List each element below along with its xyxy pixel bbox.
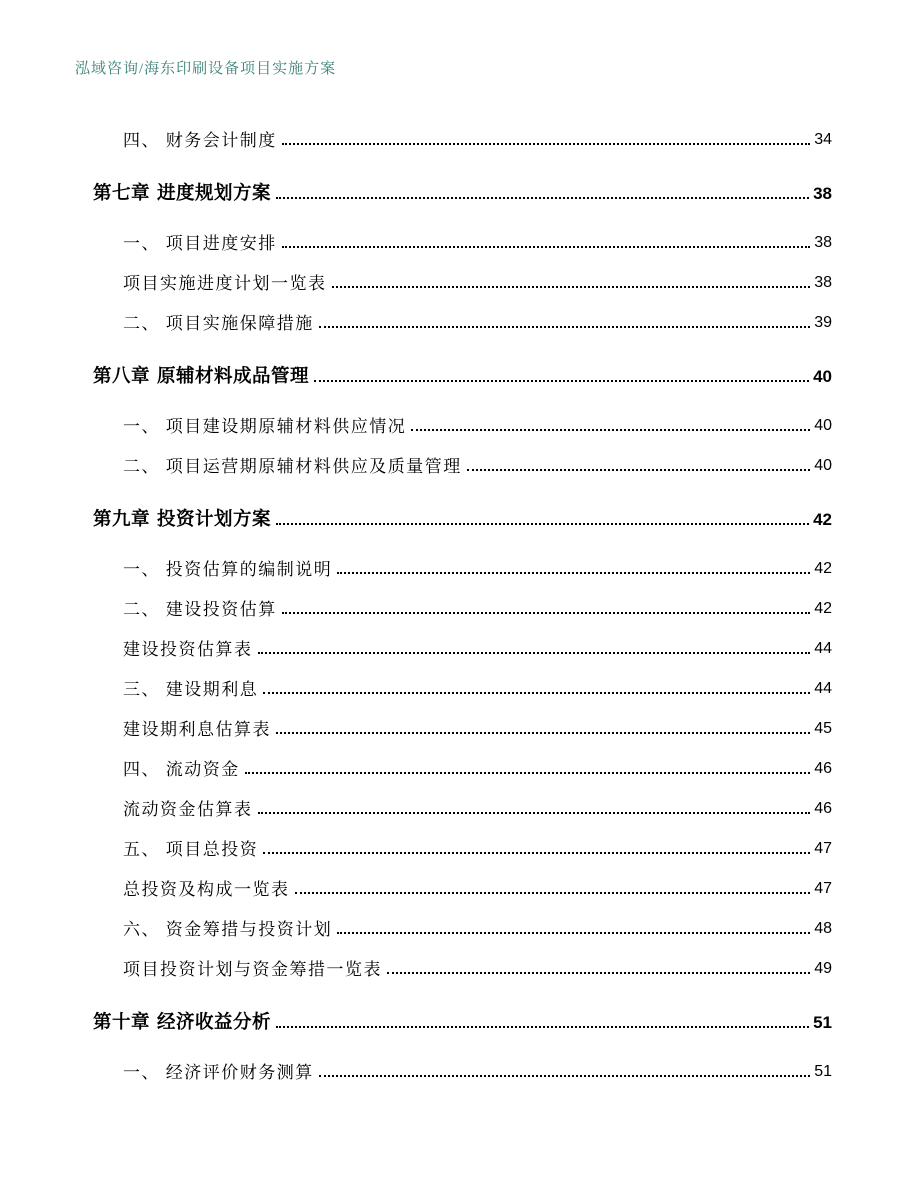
toc-entry-sub[interactable] <box>93 221 832 261</box>
toc-entry-chapter[interactable] <box>93 1001 832 1041</box>
toc-entry-sub[interactable] <box>93 301 832 341</box>
dot-leader <box>282 246 810 248</box>
toc-entry-page-number: 34 <box>814 131 832 148</box>
dot-leader <box>467 469 810 471</box>
toc-entry-page-number: 51 <box>814 1063 832 1080</box>
dot-leader <box>337 572 810 574</box>
dot-leader <box>276 197 809 199</box>
toc-entry-chapter[interactable] <box>93 172 832 212</box>
toc-entry-page-number: 40 <box>813 367 832 386</box>
toc-entry-label: 总投资及构成一览表 <box>123 879 290 899</box>
toc-entry-label: 一、 投资估算的编制说明 <box>123 559 333 579</box>
toc-entry-label: 流动资金估算表 <box>123 799 253 819</box>
toc-entry-label: 项目投资计划与资金筹措一览表 <box>123 959 382 979</box>
toc-entry-sub[interactable] <box>93 827 832 867</box>
toc-entry-chapter[interactable] <box>93 355 832 395</box>
toc-entry-sub[interactable] <box>93 261 832 301</box>
toc-entry-label: 二、 项目实施保障措施 <box>123 313 314 333</box>
dot-leader <box>276 523 809 525</box>
toc-entry-page-number: 42 <box>814 560 832 577</box>
toc-entry-page-number: 38 <box>813 184 832 203</box>
toc-entry-label: 四、 财务会计制度 <box>123 130 277 150</box>
toc-entry-page-number: 51 <box>813 1013 832 1032</box>
toc-entry-sub[interactable] <box>93 547 832 587</box>
toc-entry-sub[interactable] <box>93 444 832 484</box>
dot-leader <box>295 892 811 894</box>
toc-entry-label: 三、 建设期利息 <box>123 679 259 699</box>
toc-entry-page-number: 47 <box>814 840 832 857</box>
dot-leader <box>282 143 810 145</box>
dot-leader <box>387 972 810 974</box>
toc-entry-page-number: 38 <box>814 234 832 251</box>
toc-entry-sub[interactable] <box>93 118 832 158</box>
toc-entry-page-number: 48 <box>814 920 832 937</box>
toc-entry-page-number: 46 <box>814 800 832 817</box>
toc-entry-label: 五、 项目总投资 <box>123 839 259 859</box>
dot-leader <box>245 772 810 774</box>
toc-entry-label: 项目实施进度计划一览表 <box>123 273 327 293</box>
toc-entry-label: 第九章 投资计划方案 <box>93 509 271 530</box>
toc-entry-label: 一、 项目进度安排 <box>123 233 277 253</box>
toc-entry-sub[interactable] <box>93 907 832 947</box>
document-header: 泓域咨询/海东印刷设备项目实施方案 <box>75 61 337 77</box>
toc-entry-label: 六、 资金筹措与投资计划 <box>123 919 333 939</box>
toc-entry-label: 二、 建设投资估算 <box>123 599 277 619</box>
toc-entry-page-number: 49 <box>814 960 832 977</box>
toc-entry-page-number: 46 <box>814 760 832 777</box>
toc-entry-sub[interactable] <box>93 947 832 987</box>
toc-entry-chapter[interactable] <box>93 498 832 538</box>
dot-leader <box>314 380 809 382</box>
toc-entry-label: 建设期利息估算表 <box>123 719 271 739</box>
dot-leader <box>319 1075 810 1077</box>
dot-leader <box>263 852 810 854</box>
toc-entry-sub[interactable] <box>93 587 832 627</box>
toc-entry-label: 二、 项目运营期原辅材料供应及质量管理 <box>123 456 462 476</box>
toc-entry-sub[interactable] <box>93 667 832 707</box>
dot-leader <box>276 1026 809 1028</box>
toc-entry-label: 建设投资估算表 <box>123 639 253 659</box>
toc-entry-page-number: 38 <box>814 274 832 291</box>
toc-entry-sub[interactable] <box>93 747 832 787</box>
toc-entry-page-number: 42 <box>814 600 832 617</box>
toc-entry-sub[interactable] <box>93 1050 832 1090</box>
toc-entry-page-number: 42 <box>813 510 832 529</box>
toc-entry-label: 一、 项目建设期原辅材料供应情况 <box>123 416 407 436</box>
toc-entry-label: 第八章 原辅材料成品管理 <box>93 366 309 387</box>
dot-leader <box>258 812 811 814</box>
dot-leader <box>332 286 811 288</box>
dot-leader <box>337 932 810 934</box>
toc-entry-sub[interactable] <box>93 867 832 907</box>
toc-entry-sub[interactable] <box>93 787 832 827</box>
dot-leader <box>319 326 810 328</box>
toc-entry-sub[interactable] <box>93 707 832 747</box>
toc-entry-page-number: 44 <box>814 640 832 657</box>
toc-entry-label: 一、 经济评价财务测算 <box>123 1062 314 1082</box>
toc-entry-label: 四、 流动资金 <box>123 759 240 779</box>
toc-entry-label: 第十章 经济收益分析 <box>93 1012 271 1033</box>
table-of-contents <box>93 118 832 1090</box>
toc-entry-label: 第七章 进度规划方案 <box>93 183 271 204</box>
toc-entry-sub[interactable] <box>93 627 832 667</box>
dot-leader <box>263 692 810 694</box>
dot-leader <box>276 732 810 734</box>
dot-leader <box>411 429 810 431</box>
toc-entry-page-number: 44 <box>814 680 832 697</box>
toc-entry-page-number: 47 <box>814 880 832 897</box>
toc-entry-page-number: 39 <box>814 314 832 331</box>
toc-entry-page-number: 40 <box>814 457 832 474</box>
toc-entry-sub[interactable] <box>93 404 832 444</box>
toc-entry-page-number: 40 <box>814 417 832 434</box>
dot-leader <box>282 612 810 614</box>
toc-entry-page-number: 45 <box>814 720 832 737</box>
dot-leader <box>258 652 811 654</box>
